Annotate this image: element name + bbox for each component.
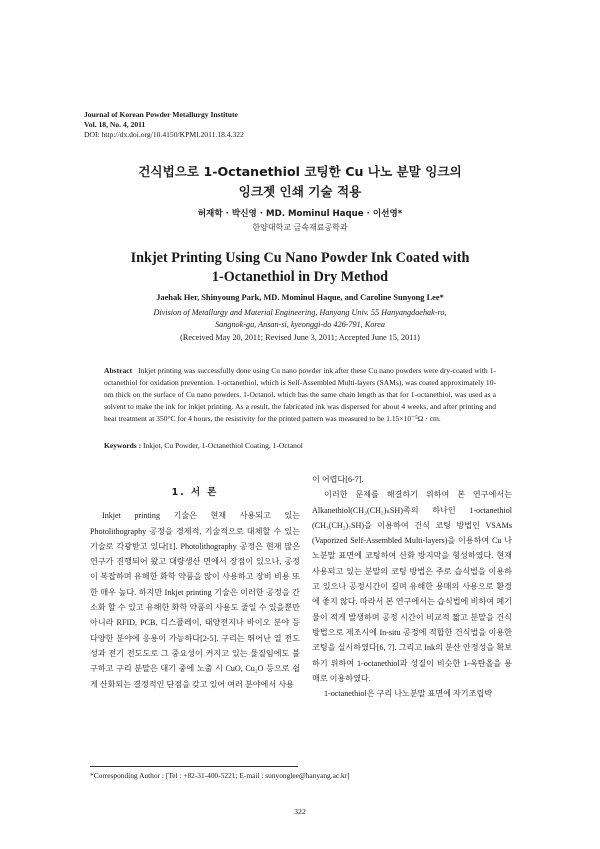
journal-header [84,110,244,140]
page-number: 322 [294,807,306,816]
korean-affiliation: 한양대학교 금속재료공학과 [252,223,348,232]
keywords [104,441,496,450]
journal-name: Journal of Korean Powder Metallurgy Institute [84,110,238,119]
body-paragraph: 이러한 문제를 해결하기 위하여 본 연구에서는 Alkanethiol(CH₃(CH₂)ₙSH)족의 하나인 1-octanethiol (CH₃(CH₂)₇SH)을 이용하여 건식 코팅 방법인 VSAMs (Vaporized Self-Assembled Multi-layers)을 이용하여 Cu 나노분말 표면에 코팅하여 산화 방지막을 형성하였다. 현재 사용되고 있는 분말의 코팅 방법은 주로 습식법을 이용하고 있으나 공정시간이 길며 유해한 용매의 사용으로 환경에 좋지 않다. 따라서 본 연구에서는 습식법에 비하여 폐기물이 적게 발생하며 공정 시간이 비교적 짧고 분말을 건식방법으로 제조시에 In-situ 공정에 적합한 건식법을 이용한 코팅을 실시하였다[6, 7]. 그리고 Ink의 분산 안정성을 확보하기 위하여 1-octanethiol과 성질이 비슷한 1-옥탄올을 용매로 이용하였다. [312,490,512,683]
korean-title-line1: 건식법으로 1-Octanethiol 코팅한 Cu 나노 분말 잉크의 [138,164,462,179]
english-affiliation [60,307,540,331]
body-paragraph: Inkjet printing 기술은 현재 사용되고 있는 Photolithography 공정을 경제적, 기술적으로 대체할 수 있는 기술로 각광받고 있다[1]. Photolithography 공정은 현재 많은 연구가 진행되어 왔고 대량생산 면에서 장점이 있으나, 공정이 복잡하며 유해한 화학 약품을 많이 사용하고 장비 비용 또한 매우 높다. 하지만 Inkjet printing 기술은 이러한 공정을 간소화 할 수 있고 유해한 화학 약품의 사용도 줄일 수 있을뿐만 아니라 RFID, PCB, 디스플레이, 태양전지나 바이오 분야 등 다양한 분야에 응용이 가능하다[2-5]. 구리는 뛰어난 열 전도성과 전기 전도도로 그 중요성이 커지고 있는 물질임에도 불구하고 구리 분말은 대기 중에 노출 시 CuO, Cu₂O 등으로 쉽게 산화되는 결정적인 단점을 갖고 있어 여러 분야에서 사용 [90,511,300,689]
journal-volume: Vol. 18, No. 4, 2011 [84,120,146,129]
journal-doi[interactable]: DOI: http://dx.doi.org/10.4150/KPMI.2011.18.4.322 [84,130,244,139]
korean-title [60,162,540,202]
footnote-divider [90,766,298,767]
corresponding-author-footnote: *Corresponding Author : [Tel : +82-31-400-5221; E-mail : sunyonglee@hanyang.ac.kr] [90,771,350,780]
abstract-label: Abstract [104,366,133,375]
english-title-line2: 1-Octanethiol in Dry Method [211,269,389,285]
english-affiliation-line1: Division of Metallurgy and Material Engineering, Hanyang Univ. 55 Hanyangdaehak-ro, [153,308,447,317]
english-title-line1: Inkjet Printing Using Cu Nano Powder Ink Coated with [130,250,470,266]
english-authors: Jaehak Her, Shinyoung Park, MD. Mominul Haque, and Caroline Sunyong Lee* [156,293,444,302]
body-column-left [90,485,300,692]
keywords-label: Keywords : [104,441,142,450]
section-heading: 1. 서 론 [171,487,219,498]
english-title [60,249,540,287]
received-dates: (Received May 20, 2011; Revised June 3, 2011; Accepted June 15, 2011) [180,333,420,342]
keywords-text: Inkjet, Cu Powder, 1-Octanethiol Coating, 1-Octanol [143,441,303,450]
english-affiliation-line2: Sangnok-gu, Ansan-si, kyeonggi-do 426-791, Korea [215,320,385,329]
body-paragraph: 1-octanethiol은 구리 나노분말 표면에 자기조립박 [324,689,493,699]
korean-authors: 허재학 · 박신영 · MD. Mominul Haque · 이선영* [197,209,403,219]
korean-title-line2: 잉크젯 인쇄 기술 적용 [238,184,362,199]
abstract-text: Inkjet printing was successfully done using Cu nano powder ink after these Cu nano powders were dry-coated with 1-octanethiol for oxidation prevention. 1-octanethiol, which is Self-Assembled Multi-layers (SAMs), was coated approximately 10-nm thick on the surface of Cu nano powders. 1-Octanol, which has the same chain length as that for 1-octanethiol, was used as a solvent to make the ink for inkjet printing. As a result, the fabricated ink was dispersed for about 4 weeks, and after printing and heat treatment at 350°C for 4 hours, the resistivity for the printed pattern was measured to be 1.15×10⁻⁵Ω · cm. [104,366,496,423]
abstract [104,365,496,425]
body-paragraph: 이 어렵다[6-7]. [312,475,364,484]
body-column-right [312,472,512,701]
